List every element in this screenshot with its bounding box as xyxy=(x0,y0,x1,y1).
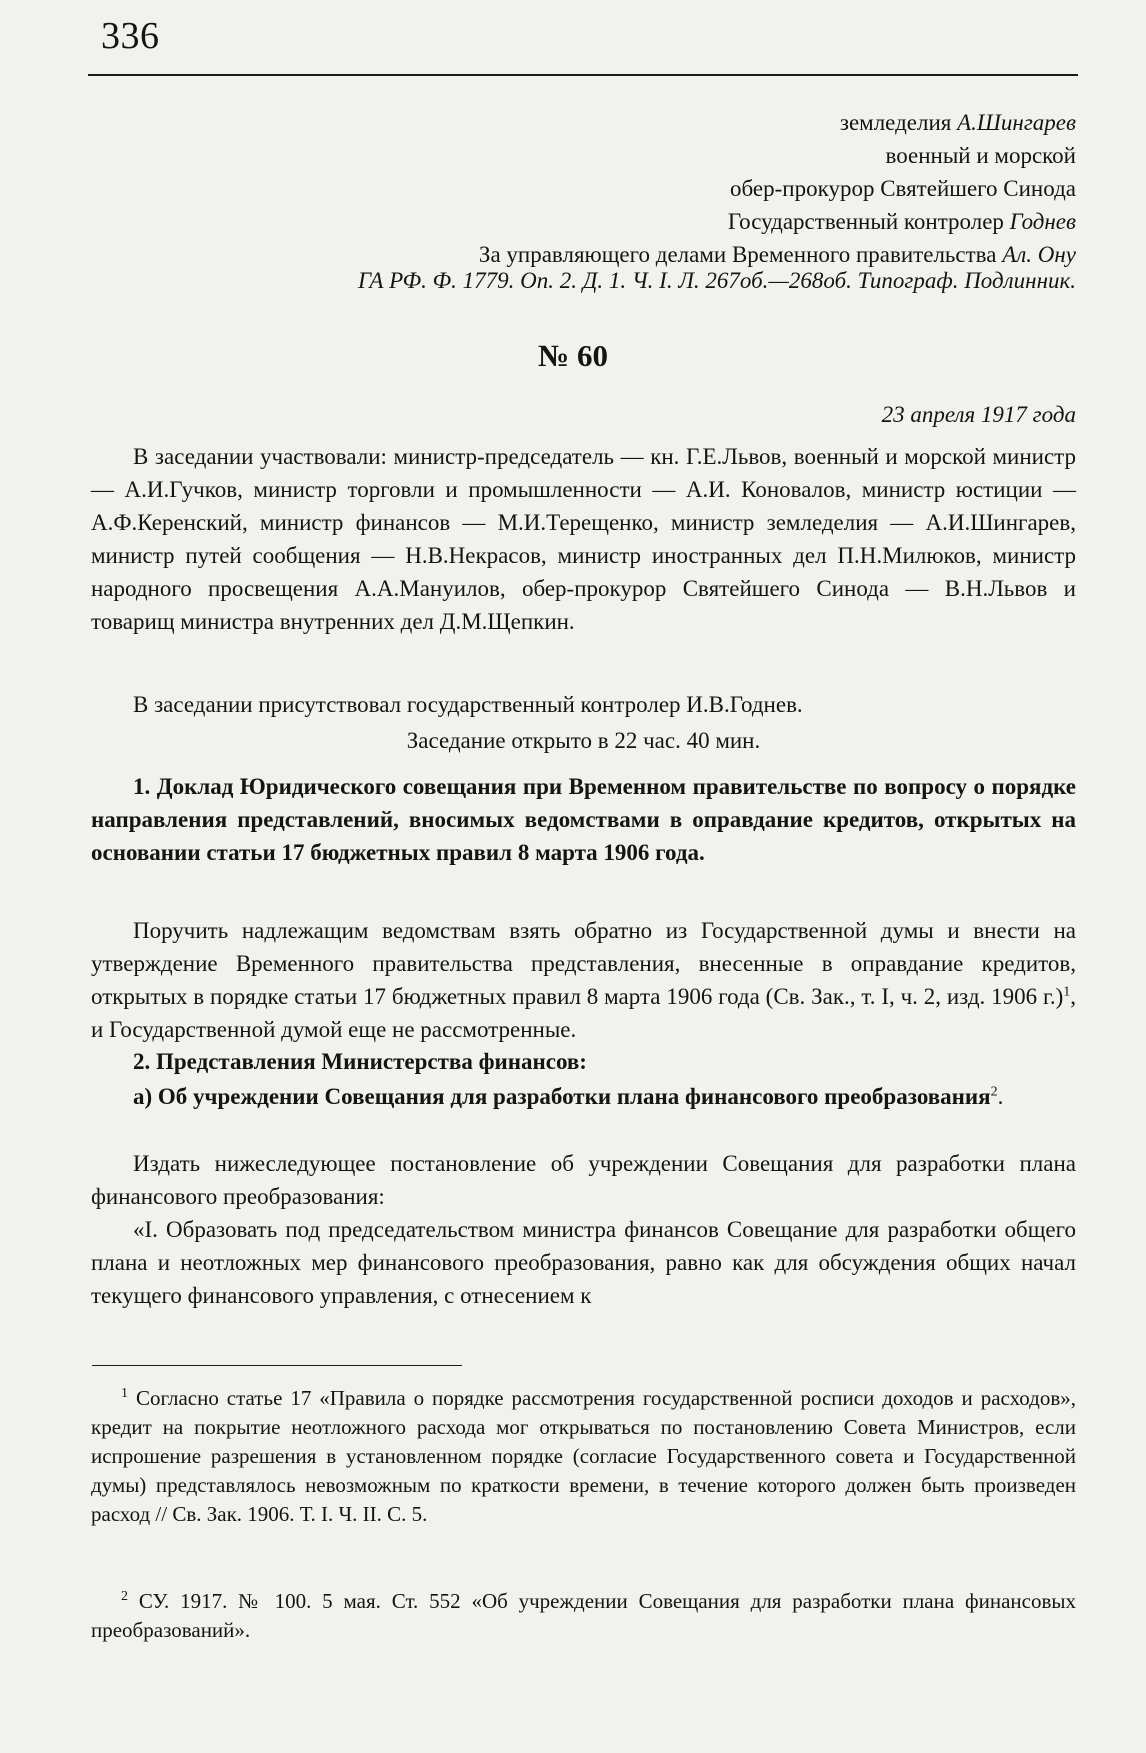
signature-line xyxy=(730,172,1076,205)
footnote-number: 2 xyxy=(121,1589,128,1604)
archive-reference: ГА РФ. Ф. 1779. Оп. 2. Д. 1. Ч. I. Л. 267об.—268об. Типограф. Подлинник. xyxy=(358,268,1076,293)
item-2a-quote: «I. Образовать под председательством министра финансов Совещание для разработки общего плана и неотложных мер финансового преобразования, равно как для обсуждения общих начал текущего финансового управления, с отнесением к xyxy=(91,1217,1076,1308)
attended-text: В заседании присутствовал государственный контролер И.В.Годнев. xyxy=(133,692,803,717)
item-2-heading-text: 2. Представления Министерства финансов: xyxy=(133,1049,587,1074)
footnote-text: СУ. 1917. № 100. 5 мая. Ст. 552 «Об учреждении Совещания для разработки плана финансовых преобразований». xyxy=(91,1589,1076,1642)
item-2a-heading xyxy=(91,1080,1076,1113)
item-2a-text: Издать нижеследующее постановление об учреждении Совещания для разработки плана финансового преобразования: xyxy=(91,1151,1076,1209)
item-2a-heading-text: а) Об учреждении Совещания для разработки плана финансового преобразования xyxy=(133,1084,991,1109)
signature-name: Ал. Ону xyxy=(1002,242,1076,267)
footnote-ref-2[interactable]: 2 xyxy=(990,1084,998,1100)
footnote-divider xyxy=(92,1365,462,1366)
item-1-heading xyxy=(91,770,1076,869)
item-1-heading-text: 1. Доклад Юридического совещания при Временном правительстве по вопросу о порядке направления представлений, вносимых ведомствами в оправдание кредитов, открытых на основании статьи 17 бюджетных правил 8 марта 1906 года. xyxy=(91,774,1076,865)
page-number: 336 xyxy=(101,15,160,57)
signature-title: Государственный контролер xyxy=(727,209,1004,234)
footnote-ref-1[interactable]: 1 xyxy=(1063,984,1071,1000)
item-2a-heading-tail: . xyxy=(997,1084,1004,1109)
participants-paragraph xyxy=(91,440,1076,638)
participants-text: В заседании участвовали: министр-председатель — кн. Г.Е.Львов, военный и морской министр — А.И.Гучков, министр торговли и промышленности — А.И. Коновалов, министр юстиции — А.Ф.Керенский, министр финансов — М.И.Терещенко, министр земледелия — А.И.Шингарев, министр путей сообщения — Н.В.Некрасов, министр иностранных дел П.Н.Милюков, министр народного просвещения А.А.Мануилов, обер-прокурор Святейшего Синода — В.Н.Львов и товарищ министра внутренних дел Д.М.Щепкин. xyxy=(91,444,1076,634)
document-date: 23 апреля 1917 года xyxy=(881,402,1076,427)
signature-line xyxy=(479,238,1076,271)
footnote-text: Согласно статье 17 «Правила о порядке рассмотрения государственной росписи доходов и расходов», кредит на покрытие неотложного расхода мог открываться по постановлению Совета Министров, если испрошение разрешения в установленном порядке (согласие Государственного совета и Государственной думы) представлялось невозможным по краткости времени, в течение которого должен быть произведен расход // Св. Зак. 1906. Т. I. Ч. II. С. 5. xyxy=(91,1386,1077,1526)
signature-line xyxy=(728,205,1076,238)
footnote-1 xyxy=(91,1384,1076,1529)
signature-title: военный и морской xyxy=(885,143,1076,168)
attended-paragraph xyxy=(91,688,1076,721)
signature-title: земледелия xyxy=(839,110,952,135)
footnote-number: 1 xyxy=(121,1386,128,1401)
header-rule xyxy=(88,74,1078,76)
document-number: № 60 xyxy=(538,338,608,373)
signature-title: За управляющего делами Временного правительства xyxy=(478,242,997,267)
signature-name: Годнев xyxy=(1009,209,1076,234)
item-1-text-end: , и Государственной думой еще не рассмотренные. xyxy=(91,984,1076,1042)
signature-name: А.Шингарев xyxy=(957,110,1076,135)
item-2a-quote-paragraph xyxy=(91,1213,1076,1312)
signature-title: обер-прокурор Святейшего Синода xyxy=(730,176,1076,201)
signature-line xyxy=(840,106,1076,139)
item-2-heading xyxy=(91,1045,1076,1078)
signature-line xyxy=(886,139,1076,172)
opening-time: Заседание открыто в 22 час. 40 мин. xyxy=(406,728,761,753)
item-1-paragraph xyxy=(91,914,1076,1046)
item-2a-paragraph xyxy=(91,1147,1076,1213)
footnote-2 xyxy=(91,1587,1076,1645)
item-1-text: Поручить надлежащим ведомствам взять обратно из Государственной думы и внести на утверждение Временного правительства представления, внесенные в оправдание кредитов, открытых в порядке статьи 17 бюджетных правил 8 марта 1906 года (Св. Зак., т. I, ч. 2, изд. 1906 г.) xyxy=(91,918,1076,1009)
